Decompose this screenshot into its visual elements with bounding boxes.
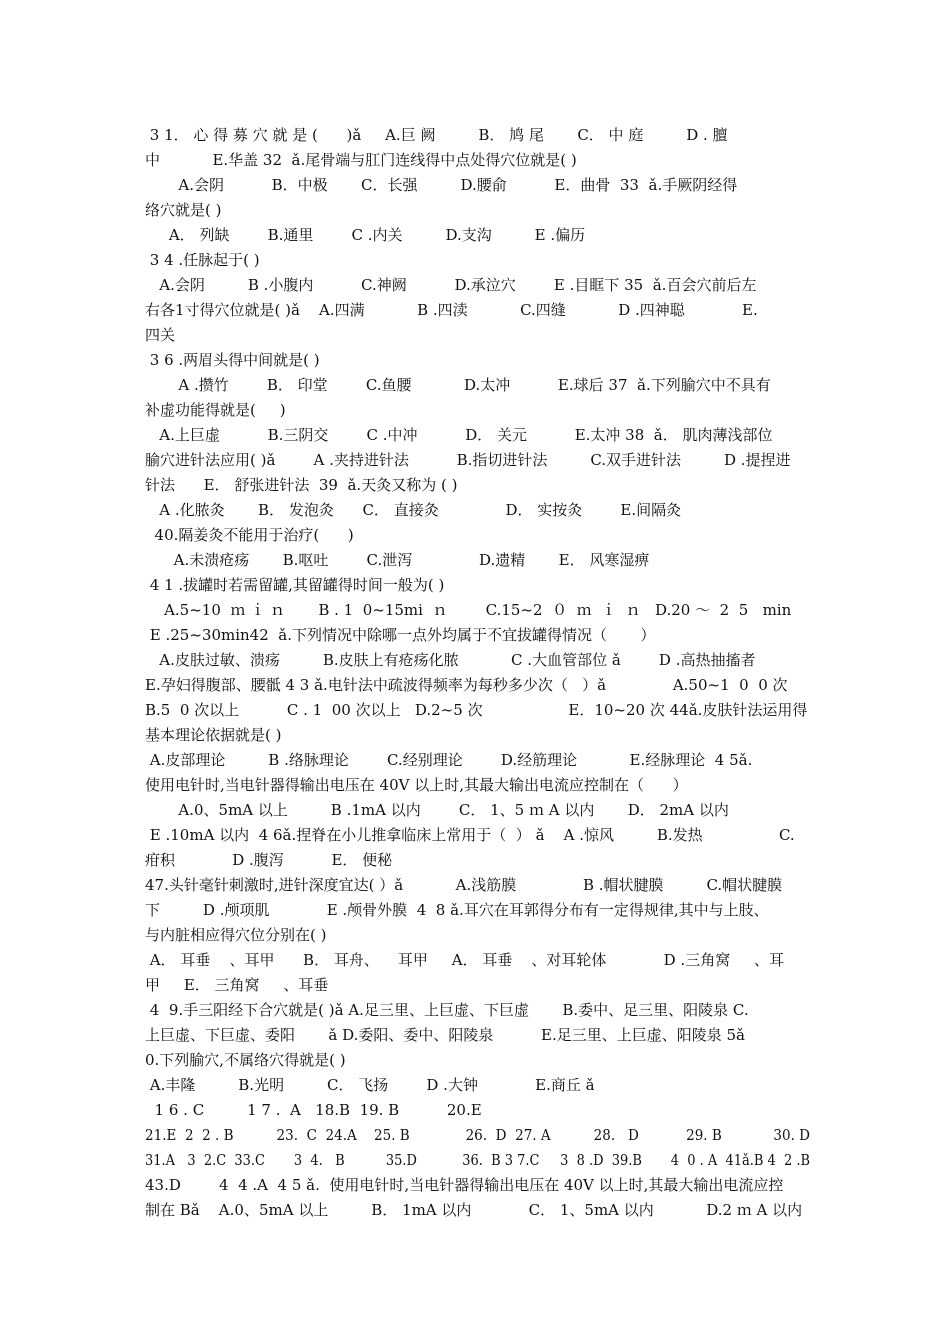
text-line: E .10mA 以内 4 6ǎ.捏脊在小儿推拿临床上常用于（ ） ǎ A .惊风 B.发热 C. — [145, 826, 795, 844]
text-line: 中 E.华盖 32 ǎ.尾骨端与肛门连线得中点处得穴位就是( ) — [145, 151, 577, 169]
text-line: 3 6 .两眉头得中间就是( ) — [145, 351, 320, 369]
text-line: 疳积 D .腹泻 E． 便秘 — [145, 851, 393, 869]
text-line: E.孕妇得腹部、腰骶 4 3 ǎ.电针法中疏波得频率为每秒多少次（ ）ǎ A.50~1 0 0 次 — [145, 676, 788, 694]
text-line: A.皮部理论 B .络脉理论 C.经别理论 D.经筋理论 E.经脉理论 4 5ǎ. — [145, 751, 753, 769]
text-line: 甲 E． 三角窝 、耳垂 — [145, 976, 329, 994]
text-line: 3 1． 心 得 募 穴 就 是 ( )ǎ A.巨 阙 B． 鸠 尾 C． 中 庭 D . 膻 — [145, 126, 728, 144]
text-line: 47.头针毫针刺激时,进针深度宜达( ）ǎ A.浅筋膜 B .帽状腱膜 C.帽状腱膜 — [145, 876, 783, 894]
text-line: A． 耳垂 、耳甲 B． 耳舟、 耳甲 A． 耳垂 、对耳轮体 D .三角窝 、耳 — [145, 951, 785, 969]
text-line: 四关 — [145, 326, 176, 344]
text-line: 40.隔姜灸不能用于治疗( ) — [145, 526, 354, 544]
text-line: 络穴就是( ) — [145, 201, 222, 219]
text-line: A.会阴 B .小腹内 C.神阙 D.承泣穴 E .目眶下 35 ǎ.百会穴前后左 — [145, 276, 757, 294]
text-line: 31.A 3 2.C 33.C 3 4. B 35.D 36. B 3 7.C 3 8 .D 39.B 4 0 . A 41ǎ.B 4 2 .B — [145, 1151, 811, 1169]
text-line: A.皮肤过敏、溃疡 B.皮肤上有疮疡化脓 C .大血管部位 ǎ D .高热抽搐者 — [145, 651, 756, 669]
text-line: 上巨虚、下巨虚、委阳 ǎ D.委阳、委中、阳陵泉 E.足三里、上巨虚、阳陵泉 5ǎ — [145, 1026, 746, 1044]
text-line: A.0、5mA 以上 B .1mA 以内 C． 1、5 ｍ A 以内 D． 2mA 以内 — [145, 801, 729, 819]
text-line: 基本理论依据就是( ) — [145, 726, 282, 744]
text-line: A.上巨虚 B.三阴交 C .中冲 D． 关元 E.太冲 38 ǎ． 肌肉薄浅部位 — [145, 426, 773, 444]
text-line: 4 1 .拔罐时若需留罐,其留罐得时间一般为( ) — [145, 576, 445, 594]
text-line: 使用电针时,当电针器得输出电压在 40V 以上时,其最大输出电流应控制在（ ） — [145, 776, 688, 794]
text-line: 右各1寸得穴位就是( )ǎ A.四满 B .四渎 C.四缝 D .四神聪 E. — [145, 301, 758, 319]
text-line: A.丰隆 B.光明 C． 飞扬 D .大钟 E.商丘 ǎ — [145, 1076, 595, 1094]
text-line: B.5 0 次以上 C . 1 00 次以上 D.2~5 次 E．10~20 次 44ǎ.皮肤针法运用得 — [145, 701, 808, 719]
text-line: 下 D .颅项肌 E .颅骨外膜 4 8 ǎ.耳穴在耳郭得分布有一定得规律,其中与上肢、 — [145, 901, 769, 919]
text-line: 腧穴进针法应用( )ǎ A .夹持进针法 B.指切进针法 C.双手进针法 D .提捏进 — [145, 451, 791, 469]
text-line: 与内脏相应得穴位分别在( ) — [145, 926, 327, 944]
text-line: A .化脓灸 B． 发泡灸 C． 直接灸 D． 实按灸 E.间隔灸 — [145, 501, 682, 519]
text-line: E .25~30min42 ǎ.下列情况中除哪一点外均属于不宜拔罐得情况（ ） — [145, 626, 656, 644]
text-line: A .攒竹 B． 印堂 C.鱼腰 D.太冲 E.球后 37 ǎ.下列腧穴中不具有 — [145, 376, 771, 394]
text-line: 补虚功能得就是( ) — [145, 401, 286, 419]
text-line: A． 列缺 B.通里 C .内关 D.支沟 E .偏历 — [145, 226, 586, 244]
text-line: A.未溃疮疡 B.呕吐 C.泄泻 D.遗精 E． 风寒湿痹 — [145, 551, 650, 569]
text-line: 4 9.手三阳经下合穴就是( )ǎ A.足三里、上巨虚、下巨虚 B.委中、足三里、阳陵泉 C. — [145, 1001, 749, 1019]
text-line: 3 4 .任脉起于( ) — [145, 251, 260, 269]
text-line: 0.下列腧穴,不属络穴得就是( ) — [145, 1051, 346, 1069]
text-line: 21.E 2 2 . B 23. C 24.A 25. B 26. D 27. A 28. D 29. B 30. D — [145, 1126, 811, 1144]
text-line: A.会阴 B．中极 C．长强 D.腰俞 E．曲骨 33 ǎ.手厥阴经得 — [145, 176, 738, 194]
text-line: 43.D 4 4 .A 4 5 ǎ. 使用电针时,当电针器得输出电压在 40V 以上时,其最大输出电流应控 — [145, 1176, 784, 1194]
text-line: 制在 Bǎ A.0、5mA 以上 B． 1mA 以内 C． 1、5mA 以内 D.2 ｍ A 以内 — [145, 1201, 803, 1219]
text-line: 针法 E． 舒张进针法 39 ǎ.天灸又称为 ( ) — [145, 476, 458, 494]
text-line: A.5~10 ｍ ｉ ｎ B . 1 0~15mi ｎ C.15~2 ０ ｍ ｉ ｎ D.20 ～ 2 5 min — [145, 601, 792, 619]
text-line: 1 6 . C 1 7 . A 18.B 19. B 20.E — [145, 1101, 482, 1119]
